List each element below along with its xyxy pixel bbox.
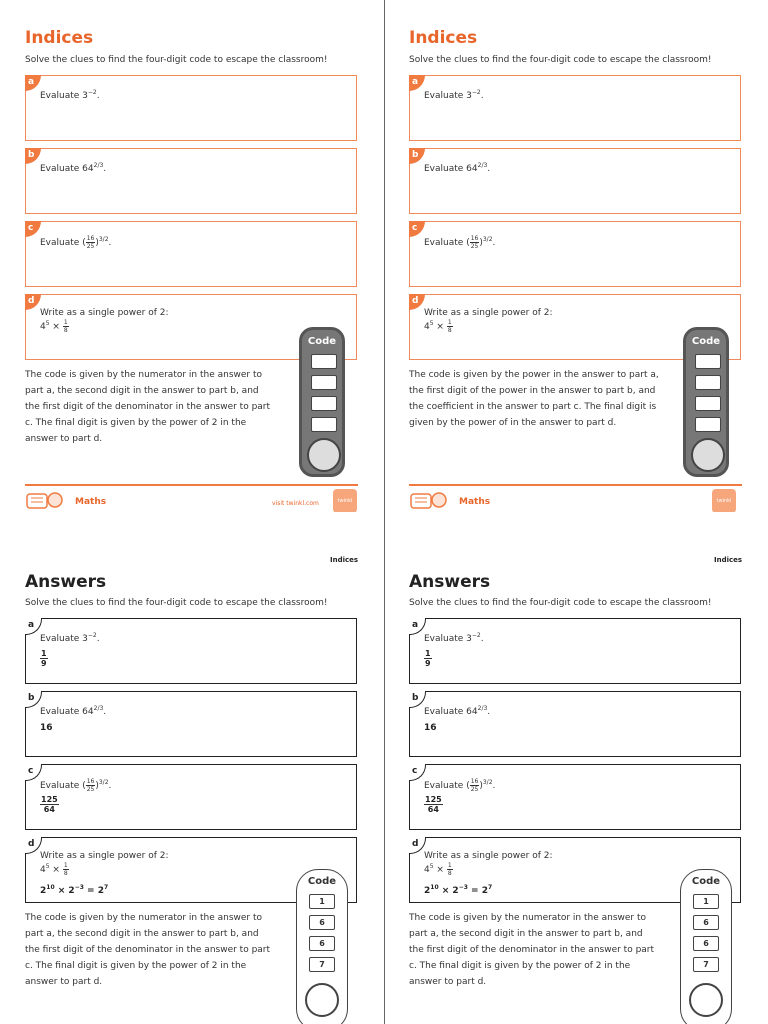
question-box-c — [25, 221, 357, 287]
part-label-c: c — [409, 764, 426, 781]
answer-c: $\frac{125}{64}$ — [425, 795, 442, 814]
code-lock — [299, 327, 345, 477]
worksheet-left — [0, 0, 384, 512]
code-slot[interactable] — [695, 354, 721, 369]
question-a: Evaluate $3^{-2}$. — [424, 89, 484, 101]
lock-dial-icon — [691, 438, 725, 472]
question-a: Evaluate $3^{-2}$. — [40, 89, 100, 101]
instructions: Solve the clues to find the four-digit code to escape the classroom! — [409, 598, 712, 608]
part-label-b: b — [409, 691, 426, 708]
question-b: Evaluate $64^{2/3}$. — [424, 162, 491, 174]
code-instructions: The code is given by the numerator in the answer to part a, the second digit in the answer to part b, and the first digit of the denominator in the answer to part c. The final digit is given by the power of 2 in the answer to part d. — [409, 913, 655, 987]
answers-left — [0, 512, 384, 1024]
answer-box-c — [409, 764, 741, 830]
question-box-b — [409, 148, 741, 214]
part-label-b: b — [409, 148, 425, 164]
code-label: Code — [691, 336, 721, 347]
lock-dial-icon — [689, 983, 723, 1017]
footer-subject: Maths — [459, 497, 491, 507]
code-lock — [296, 869, 348, 1024]
answer-d: $2^{10} \times 2^{-3} = 2^7$ — [40, 884, 109, 896]
code-lock — [680, 869, 732, 1024]
question-d: Write as a single power of 2: $4^5$ × $\frac{1}{8}$ — [424, 851, 553, 877]
page-header: Indices — [714, 556, 743, 564]
maths-logo-icon — [25, 490, 67, 512]
code-label: Code — [307, 336, 337, 347]
answers-right — [384, 512, 768, 1024]
question-d: Write as a single power of 2: $4^5$ × $\frac{1}{8}$ — [424, 308, 553, 334]
part-label-c: c — [25, 221, 41, 237]
answer-box-a — [25, 618, 357, 684]
answer-a: $\frac{1}{9}$ — [425, 649, 431, 668]
question-d: Write as a single power of 2: $4^5$ × $\frac{1}{8}$ — [40, 851, 169, 877]
instructions: Solve the clues to find the four-digit code to escape the classroom! — [25, 55, 328, 65]
question-c: Evaluate ( $\frac{16}{25})^{3/2}$. — [40, 778, 112, 793]
code-slot[interactable] — [311, 396, 337, 411]
code-digit: 1 — [309, 894, 335, 909]
code-instructions: The code is given by the power in the answer to part a, the first digit of the power in the answer to part b, and the coefficient in the answer to part c. The final digit is given by the power of in the answer to part d. — [409, 370, 659, 428]
part-label-b: b — [25, 691, 42, 708]
code-slot[interactable] — [311, 375, 337, 390]
code-slot[interactable] — [695, 417, 721, 432]
twinkl-badge: twinkl — [333, 489, 357, 512]
answer-b: 16 — [424, 723, 437, 733]
footer-rule — [25, 484, 358, 486]
worksheet-title: Indices — [409, 28, 478, 48]
question-c: Evaluate ( $\frac{16}{25})^{3/2}$. — [424, 778, 496, 793]
part-label-a: a — [25, 75, 41, 91]
question-d: Write as a single power of 2: $4^5$ × $\frac{1}{8}$ — [40, 308, 169, 334]
footer-url[interactable]: visit twinkl.com — [272, 500, 319, 507]
question-b: Evaluate $64^{2/3}$. — [424, 705, 491, 717]
code-digit: 7 — [309, 957, 335, 972]
question-box-c — [409, 221, 741, 287]
answer-c: $\frac{125}{64}$ — [41, 795, 58, 814]
question-a: Evaluate $3^{-2}$. — [424, 632, 484, 644]
part-label-c: c — [25, 764, 42, 781]
question-c: Evaluate ( $\frac{16}{25})^{3/2}$. — [40, 235, 112, 250]
part-label-c: c — [409, 221, 425, 237]
question-box-b — [25, 148, 357, 214]
part-label-d: d — [409, 294, 425, 310]
lock-dial-icon — [305, 983, 339, 1017]
part-label-d: d — [25, 294, 41, 310]
answer-d: $2^{10} \times 2^{-3} = 2^7$ — [424, 884, 493, 896]
answers-title: Answers — [25, 572, 107, 592]
answers-title: Answers — [409, 572, 491, 592]
code-slot[interactable] — [311, 417, 337, 432]
question-b: Evaluate $64^{2/3}$. — [40, 162, 107, 174]
question-c: Evaluate ( $\frac{16}{25})^{3/2}$. — [424, 235, 496, 250]
question-box-a — [409, 75, 741, 141]
code-digit: 6 — [693, 936, 719, 951]
answer-box-c — [25, 764, 357, 830]
code-digit: 6 — [309, 915, 335, 930]
worksheet-right — [384, 0, 768, 512]
footer-rule — [409, 484, 742, 486]
code-label: Code — [691, 876, 721, 887]
answer-box-b — [25, 691, 357, 757]
code-digit: 1 — [693, 894, 719, 909]
footer-subject: Maths — [75, 497, 107, 507]
part-label-a: a — [409, 75, 425, 91]
code-lock — [683, 327, 729, 477]
part-label-d: d — [25, 837, 42, 854]
answer-box-b — [409, 691, 741, 757]
code-digit: 6 — [309, 936, 335, 951]
code-slot[interactable] — [695, 396, 721, 411]
question-b: Evaluate $64^{2/3}$. — [40, 705, 107, 717]
code-digit: 7 — [693, 957, 719, 972]
twinkl-badge: twinkl — [712, 489, 736, 512]
maths-logo-icon — [409, 490, 451, 512]
code-slot[interactable] — [695, 375, 721, 390]
part-label-b: b — [25, 148, 41, 164]
instructions: Solve the clues to find the four-digit code to escape the classroom! — [409, 55, 712, 65]
code-label: Code — [307, 876, 337, 887]
question-a: Evaluate $3^{-2}$. — [40, 632, 100, 644]
code-instructions: The code is given by the numerator in the answer to part a, the second digit in the answer to part b, and the first digit of the denominator in the answer to part c. The final digit is given by the power of 2 in the answer to part d. — [25, 370, 271, 444]
lock-dial-icon — [307, 438, 341, 472]
part-label-d: d — [409, 837, 426, 854]
part-label-a: a — [409, 618, 426, 635]
code-instructions: The code is given by the numerator in the answer to part a, the second digit in the answer to part b, and the first digit of the denominator in the answer to part c. The final digit is given by the power of 2 in the answer to part d. — [25, 913, 271, 987]
code-slot[interactable] — [311, 354, 337, 369]
code-digit: 6 — [693, 915, 719, 930]
question-box-a — [25, 75, 357, 141]
answer-box-a — [409, 618, 741, 684]
instructions: Solve the clues to find the four-digit code to escape the classroom! — [25, 598, 328, 608]
answer-b: 16 — [40, 723, 53, 733]
worksheet-title: Indices — [25, 28, 94, 48]
part-label-a: a — [25, 618, 42, 635]
answer-a: $\frac{1}{9}$ — [41, 649, 47, 668]
page-header: Indices — [330, 556, 359, 564]
